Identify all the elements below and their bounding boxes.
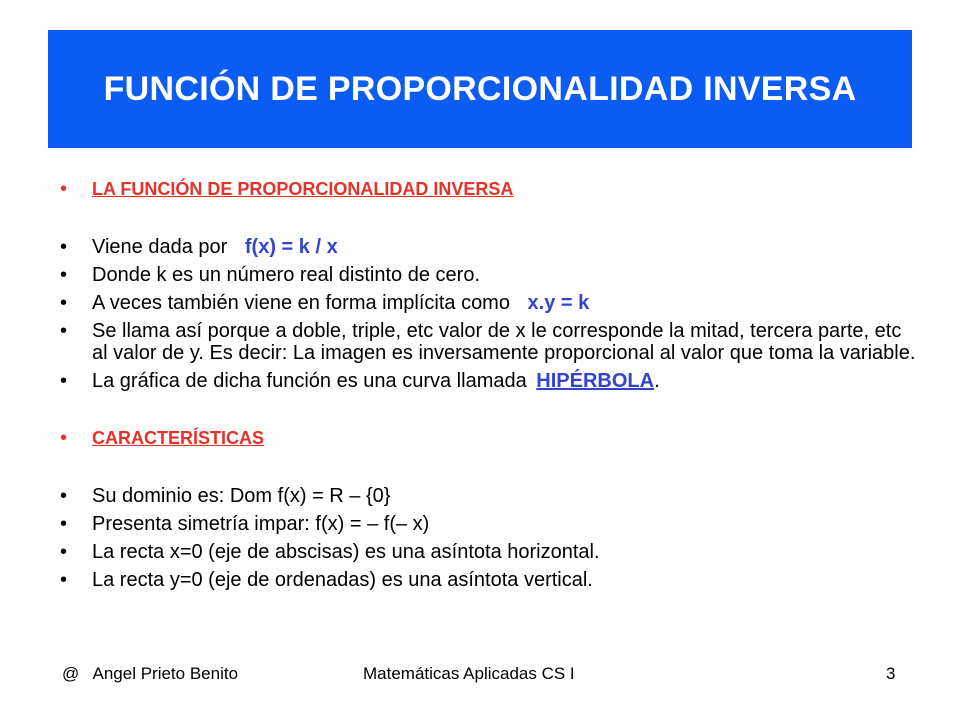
- list-item-explanation: [60, 320, 920, 364]
- list-item-graph: [60, 370, 920, 392]
- domain-text: Su dominio es: Dom f(x) = R – {0}: [92, 485, 391, 507]
- heading-characteristics-text: CARACTERÍSTICAS: [92, 428, 265, 448]
- list-item-symmetry: [60, 513, 920, 535]
- footer-author: @ Angel Prieto Benito: [62, 664, 239, 683]
- implicit-text: A veces también viene en forma implícita como: [92, 292, 510, 314]
- constant-text: Donde k es un número real distinto de cero.: [92, 264, 480, 286]
- bullet-icon: •: [60, 370, 68, 392]
- list-item-vertical-asymptote: [60, 569, 920, 591]
- graph-text: La gráfica de dicha función es una curva llamada: [92, 370, 527, 392]
- definition-text: Viene dada por: [92, 236, 228, 258]
- explanation-text: Se llama así porque a doble, triple, etc valor de x le corresponde la mitad, tercera parte, etc al valor de y. Es decir: La imagen es inversamente proporcional al valor que toma la variable.: [92, 320, 916, 364]
- bullet-icon: •: [60, 292, 68, 314]
- bullet-icon: •: [60, 485, 68, 507]
- footer-page-number: 3: [886, 664, 896, 683]
- list-item-implicit: [60, 292, 920, 314]
- definition-formula: f(x) = k / x: [244, 236, 338, 258]
- list-item-domain: [60, 485, 920, 507]
- symmetry-text: Presenta simetría impar: f(x) = – f(– x): [92, 513, 430, 535]
- vertical-asymptote-text: La recta y=0 (eje de ordenadas) es una asíntota vertical.: [92, 569, 593, 591]
- bullet-icon: •: [60, 320, 68, 342]
- bullet-icon: •: [60, 541, 68, 563]
- graph-period: .: [654, 370, 660, 392]
- hiperbola-link[interactable]: HIPÉRBOLA: [536, 370, 655, 392]
- bullet-icon: •: [60, 264, 68, 286]
- list-item-constant: [60, 264, 920, 286]
- slide-title: FUNCIÓN DE PROPORCIONALIDAD INVERSA: [103, 69, 857, 108]
- list-item-horizontal-asymptote: [60, 541, 920, 563]
- bullet-icon: •: [60, 427, 68, 449]
- list-item-definition: [60, 236, 920, 258]
- bullet-icon: •: [60, 236, 68, 258]
- bullet-list: [60, 178, 920, 591]
- bullet-icon: •: [60, 569, 68, 591]
- footer-course: Matemáticas Aplicadas CS I: [363, 664, 575, 683]
- title-banner: [48, 30, 912, 148]
- section-heading-function: [60, 178, 920, 200]
- implicit-formula: x.y = k: [527, 292, 590, 314]
- bullet-icon: •: [60, 513, 68, 535]
- bullet-icon: •: [60, 178, 68, 200]
- section-heading-characteristics: [60, 427, 920, 449]
- horizontal-asymptote-text: La recta x=0 (eje de abscisas) es una asíntota horizontal.: [92, 541, 600, 563]
- heading-function-text: LA FUNCIÓN DE PROPORCIONALIDAD INVERSA: [92, 179, 514, 199]
